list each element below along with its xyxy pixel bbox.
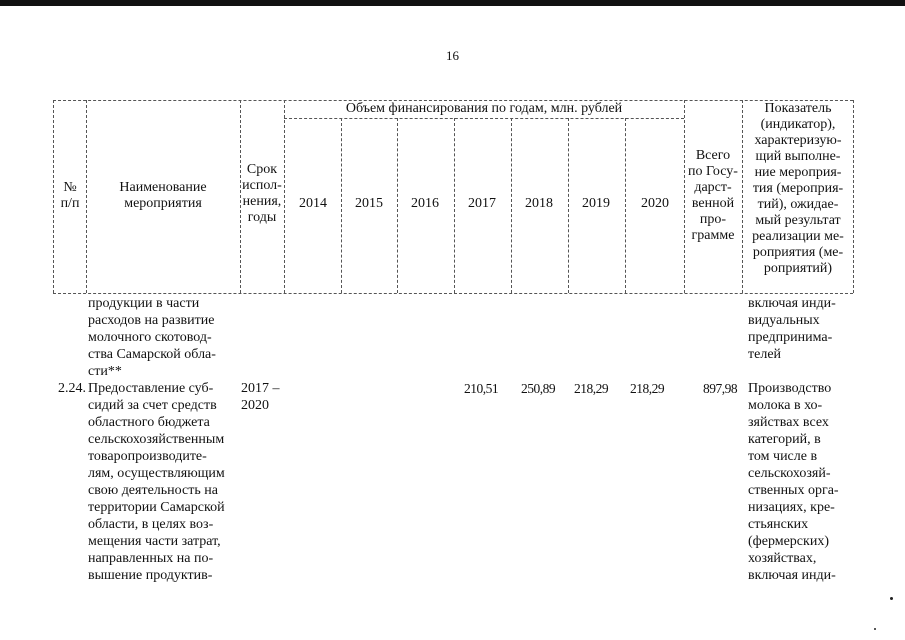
page-number: 16 (446, 48, 459, 63)
row-2-24-term: 2017 – 2020 (241, 381, 280, 413)
scan-speck (874, 628, 876, 630)
header-bottom-border (53, 293, 853, 294)
row-2-24-value-2017: 210,51 (464, 381, 499, 396)
header-year-2020: 2020 (641, 196, 669, 211)
header-year-2016: 2016 (411, 196, 439, 211)
col-border-right (853, 100, 854, 293)
row-2-24-value-2019: 218,29 (574, 381, 609, 396)
header-year-2019: 2019 (582, 196, 610, 211)
row-2-24-number: 2.24. (58, 381, 86, 396)
funding-subheader-line (284, 118, 684, 119)
header-col-name: Наименование мероприятия (119, 180, 207, 211)
scan-speck (890, 597, 893, 600)
header-col-total: Всего по Госу- дарст- венной про- грамме (688, 148, 738, 243)
row-2-24-name: Предоставление суб- сидий за счет средств областного бюджета сельскохозяйственным товаропроизводите- лям, осуществляющим свою деятельность на территории Самарской области, в целях воз- мещения части затрат, направленных на по- вышение продуктив- (88, 381, 225, 583)
row-2-24-value-2018: 250,89 (521, 381, 556, 396)
header-year-2017: 2017 (468, 196, 496, 211)
header-col-term: Срок испол- нения, годы (242, 162, 282, 225)
header-col-number: № п/п (60, 180, 80, 211)
row-2-24-value-2020: 218,29 (630, 381, 665, 396)
header-col-indicator: Показатель (индикатор), характеризую- щий выполне- ние мероприя- тия (мероприя- тий), ожидае- мый результат реализации ме- роприятия (ме- роприятий) (752, 101, 844, 276)
row-2-24-indicator: Производство молока в хо- зяйствах всех категорий, в том числе в сельскохозяй- ственных орга- низациях, кре- стьянских (фермерских) хозяйствах, включая инди- (748, 381, 839, 583)
header-year-2014: 2014 (299, 196, 327, 211)
continued-row-name: продукции в части расходов на развитие молочного скотовод- ства Самарской обла- сти** (88, 296, 216, 379)
scan-top-border (0, 0, 905, 6)
header-year-2018: 2018 (525, 196, 553, 211)
continued-row-indicator: включая инди- видуальных предпринима- телей (748, 296, 836, 362)
header-year-2015: 2015 (355, 196, 383, 211)
row-2-24-total: 897,98 (703, 381, 738, 396)
header-funding-title: Объем финансирования по годам, млн. рублей (345, 101, 623, 116)
